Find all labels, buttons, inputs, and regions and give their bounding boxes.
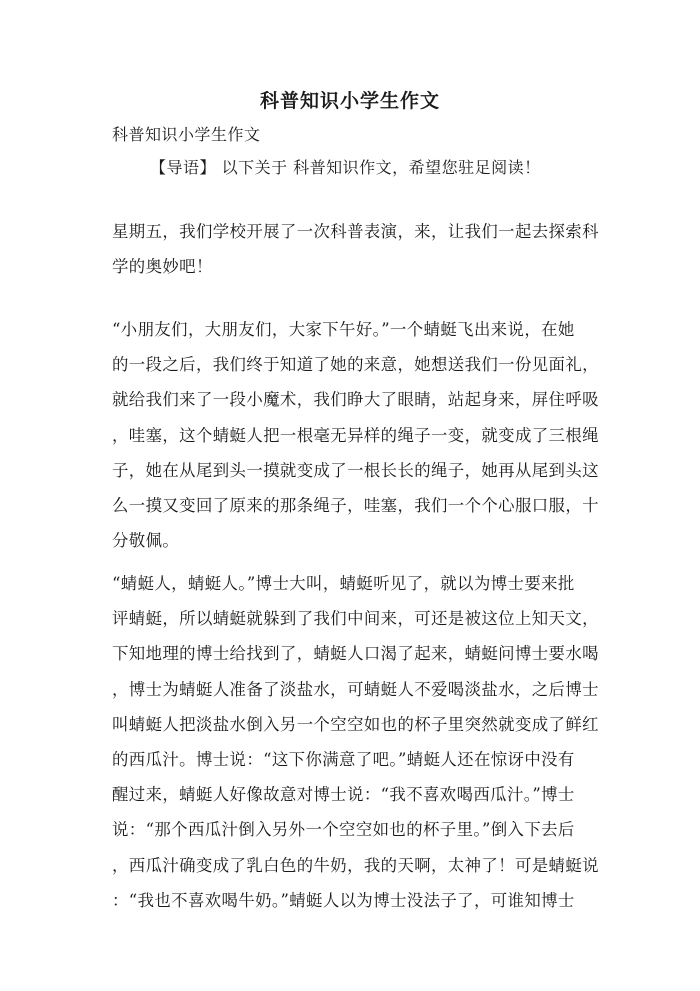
paragraph-1 (112, 214, 599, 284)
paragraph-line: ：“我也不喜欢喝牛奶。”蜻蜓人以为博士没法子了，可谁知博士 (112, 890, 575, 910)
paragraph-line: 学的奥妙吧！ (112, 257, 213, 277)
paragraph-line: 说：“那个西瓜汁倒入另外一个空空如也的杯子里。”倒入下去后 (112, 820, 575, 840)
paragraph-line: ，博士为蜻蜓人准备了淡盐水，可蜻蜓人不爱喝淡盐水，之后博士 (112, 679, 599, 699)
paragraph-3 (112, 566, 599, 918)
paragraph-line: 的西瓜汁。博士说：“这下你满意了吧。”蜻蜓人还在惊讶中没有 (112, 749, 575, 769)
paragraph-line: ，哇塞，这个蜻蜓人把一根毫无异样的绳子一变，就变成了三根绳 (112, 425, 599, 445)
paragraph-2 (112, 312, 599, 558)
document-subtitle: 科普知识小学生作文 (112, 125, 261, 144)
document-title: 科普知识小学生作文 (259, 90, 440, 112)
paragraph-line: 子，她在从尾到头一摸就变成了一根长长的绳子，她再从尾到头这 (112, 460, 599, 480)
paragraph-line: 叫蜻蜓人把淡盐水倒入另一个空空如也的杯子里突然就变成了鲜红 (112, 714, 599, 734)
paragraph-line: 么一摸又变回了原来的那条绳子，哇塞，我们一个个心服口服，十 (112, 495, 599, 515)
paragraph-line: “蜻蜓人，蜻蜓人。”博士大叫，蜻蜓听见了，就以为博士要来批 (112, 574, 575, 593)
paragraph-line: 的一段之后，我们终于知道了她的来意，她想送我们一份见面礼， (112, 355, 599, 375)
paragraph-line: ，西瓜汁确变成了乳白色的牛奶，我的天啊，太神了！可是蜻蜓说 (112, 855, 599, 875)
paragraph-line: 醒过来，蜻蜓人好像故意对博士说：“我不喜欢喝西瓜汁。”博士 (112, 785, 575, 805)
paragraph-line: 分敬佩。 (112, 531, 180, 551)
paragraph-line: 星期五，我们学校开展了一次科普表演，来，让我们一起去探索科 (112, 222, 599, 241)
paragraph-line: 就给我们来了一段小魔术，我们睁大了眼睛，站起身来，屏住呼吸 (112, 390, 599, 410)
intro-line: 【导语】 以下关于 科普知识作文，希望您驻足阅读！ (150, 158, 541, 177)
paragraph-line: 评蜻蜓，所以蜻蜓就躲到了我们中间来，可还是被这位上知天文， (112, 609, 599, 629)
paragraph-line: “小朋友们，大朋友们，大家下午好。”一个蜻蜓飞出来说，在她 (112, 320, 575, 339)
paragraph-line: 下知地理的博士给找到了，蜻蜓人口渴了起来，蜻蜓问博士要水喝 (112, 644, 599, 664)
